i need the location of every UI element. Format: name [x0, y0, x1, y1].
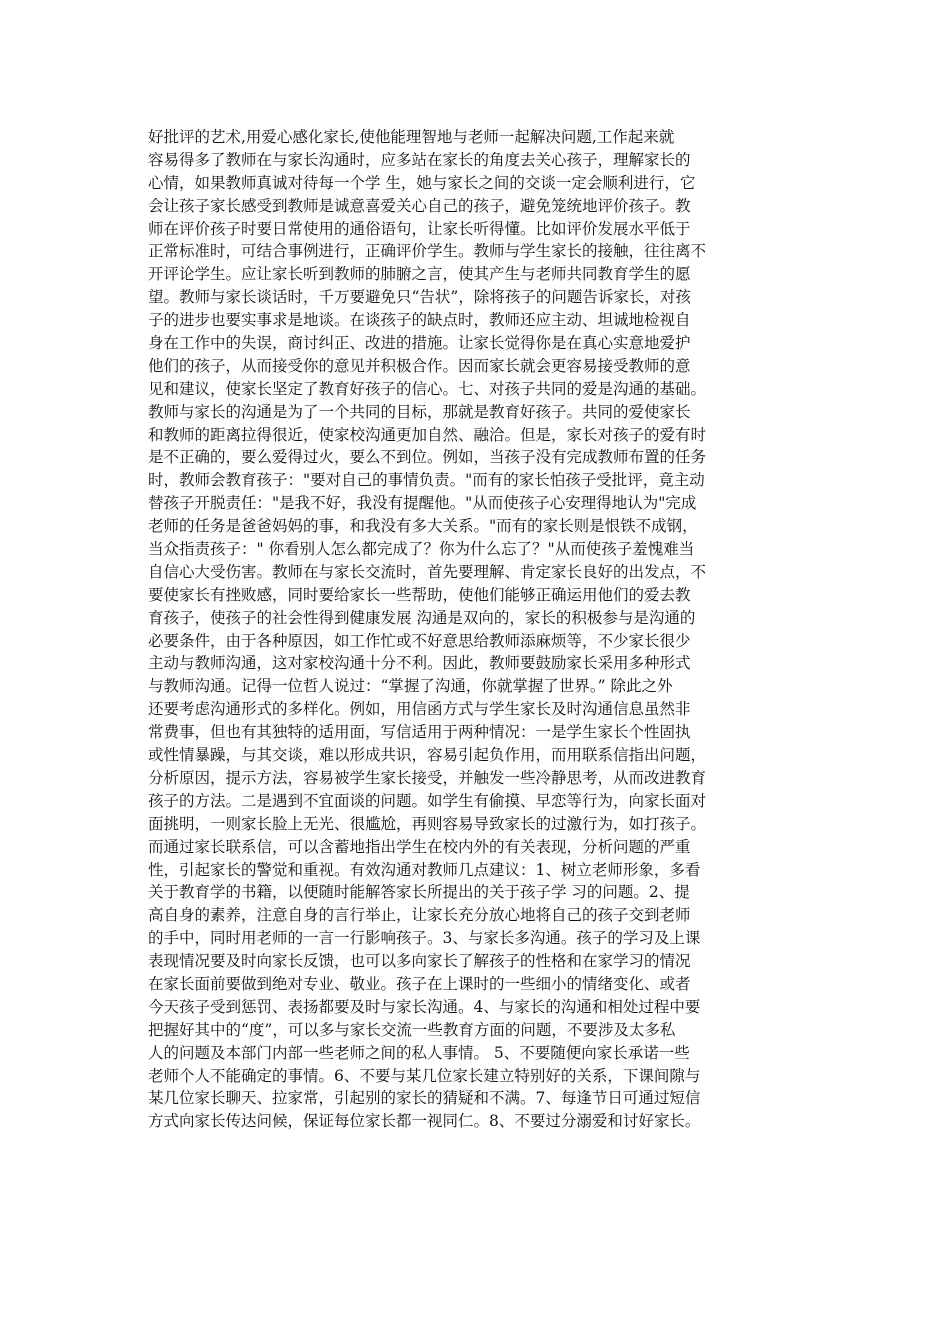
text-line: 关于教育学的书籍，以便随时能解答家长所提出的关于孩子学 习的问题。2、提: [148, 883, 690, 902]
text-line: 与教师沟通。记得一位哲人说过：“掌握了沟通，你就掌握了世界。” 除此之外: [148, 677, 673, 696]
text-line: 正常标准时，可结合事例进行，正确评价学生。教师与学生家长的接触，往往离不: [148, 242, 707, 261]
text-line: 会让孩子家长感受到教师是诚意喜爱关心自己的孩子，避免笼统地评价孩子。教: [148, 196, 691, 215]
text-line: 自信心大受伤害。教师在与家长交流时，首先要理解、肯定家长良好的出发点，不: [148, 562, 707, 581]
text-line: 分析原因，提示方法，容易被学生家长接受，并触发一些冷静思考，从而改进教育: [148, 768, 707, 787]
text-line: 或性情暴躁，与其交谈，难以形成共识，容易引起负作用，而用联系信指出问题，: [148, 746, 707, 765]
text-line: 老师个人不能确定的事情。6、不要与某几位家长建立特别好的关系，下课间隙与: [148, 1066, 701, 1085]
text-line: 把握好其中的“度”，可以多与家长交流一些教育方面的问题，不要涉及太多私: [148, 1020, 676, 1039]
text-line: 性，引起家长的警觉和重视。有效沟通对教师几点建议：1、树立老师形象，多看: [148, 860, 701, 879]
text-line: 还要考虑沟通形式的多样化。例如，用信函方式与学生家长及时沟通信息虽然非: [148, 700, 691, 719]
text-line: 必要条件，由于各种原因，如工作忙或不好意思给教师添麻烦等，不少家长很少: [148, 631, 691, 650]
text-line: 的手中，同时用老师的一言一行影响孩子。3、与家长多沟通。孩子的学习及上课: [148, 929, 701, 948]
text-line: 是不正确的，要么爱得过火，要么不到位。例如，当孩子没有完成教师布置的任务: [148, 448, 707, 467]
text-line: 表现情况要及时向家长反馈，也可以多向家长了解孩子的性格和在家学习的情况: [148, 952, 691, 971]
text-line: 心情，如果教师真诚对待每一个学 生，她与家长之间的交谈一定会顺利进行，它: [148, 173, 696, 192]
body-text: [148, 126, 828, 1133]
text-line: 和教师的距离拉得很近，使家校沟通更加自然、融洽。但是，家长对孩子的爱有时: [148, 425, 707, 444]
text-line: 开评论学生。应让家长听到教师的肺腑之言，使其产生与老师共同教育学生的愿: [148, 265, 691, 284]
text-line: 老师的任务是爸爸妈妈的事，和我没有多大关系。"而有的家长则是恨铁不成钢，: [148, 517, 698, 536]
text-line: 见和建议，使家长坚定了教育好孩子的信心。七、对孩子共同的爱是沟通的基础。: [148, 379, 707, 398]
text-line: 师在评价孩子时要日常使用的通俗语句，让家长听得懂。比如评价发展水平低于: [148, 219, 691, 238]
text-line: 在家长面前要做到绝对专业、敬业。孩子在上课时的一些细小的情绪变化、或者: [148, 974, 691, 993]
text-line: 当众指责孩子：" 你看别人怎么都完成了？你为什么忘了？"从而使孩子羞愧难当: [148, 540, 695, 559]
text-line: 方式向家长传达问候，保证每位家长都一视同仁。8、不要过分溺爱和讨好家长。: [148, 1112, 701, 1131]
text-line: 身在工作中的失误，商讨纠正、改进的措施。让家长觉得你是在真心实意地爱护: [148, 334, 691, 353]
text-line: 教师与家长的沟通是为了一个共同的目标，那就是教育好孩子。共同的爱使家长: [148, 402, 691, 421]
text-line: 今天孩子受到惩罚、表扬都要及时与家长沟通。4、与家长的沟通和相处过程中要: [148, 997, 701, 1016]
text-line: 而通过家长联系信，可以含蓄地指出学生在校内外的有关表现，分析问题的严重: [148, 837, 691, 856]
text-line: 高自身的素养，注意自身的言行举止，让家长充分放心地将自己的孩子交到老师: [148, 906, 691, 925]
text-line: 他们的孩子，从而接受你的意见并积极合作。因而家长就会更容易接受教师的意: [148, 356, 691, 375]
text-line: 主动与教师沟通，这对家校沟通十分不利。因此，教师要鼓励家长采用多种形式: [148, 654, 691, 673]
text-line: 某几位家长聊天、拉家常，引起别的家长的猜疑和不满。7、每逢节日可通过短信: [148, 1089, 701, 1108]
text-line: 时，教师会教育孩子："要对自己的事情负责。"而有的家长怕孩子受批评，竟主动: [148, 471, 705, 490]
text-line: 替孩子开脱责任："是我不好，我没有提醒他。"从而使孩子心安理得地认为"完成: [148, 494, 697, 513]
text-line: 育孩子，使孩子的社会性得到健康发展 沟通是双向的，家长的积极参与是沟通的: [148, 608, 696, 627]
text-line: 孩子的方法。二是遇到不宜面谈的问题。如学生有偷摸、早恋等行为，向家长面对: [148, 791, 707, 810]
text-line: 人的问题及本部门内部一些老师之间的私人事情。 5、不要随便向家长承诺一些: [148, 1043, 690, 1062]
text-line: 望。教师与家长谈话时，千万要避免只“告状”，除将孩子的问题告诉家长，对孩: [148, 288, 691, 307]
text-line: 子的进步也要实事求是地谈。在谈孩子的缺点时，教师还应主动、坦诚地检视自: [148, 311, 691, 330]
text-line: 容易得多了教师在与家长沟通时，应多站在家长的角度去关心孩子，理解家长的: [148, 150, 691, 169]
text-line: 好批评的艺术,用爱心感化家长,使他能理智地与老师一起解决问题,工作起来就: [148, 128, 675, 146]
text-line: 常费事，但也有其独特的适用面，写信适用于两种情况：一是学生家长个性固执: [148, 723, 691, 742]
text-line: 面挑明，一则家长脸上无光、很尴尬，再则容易导致家长的过激行为，如打孩子。: [148, 814, 707, 833]
text-line: 要使家长有挫败感，同时要给家长一些帮助，使他们能够正确运用他们的爱去教: [148, 585, 691, 604]
